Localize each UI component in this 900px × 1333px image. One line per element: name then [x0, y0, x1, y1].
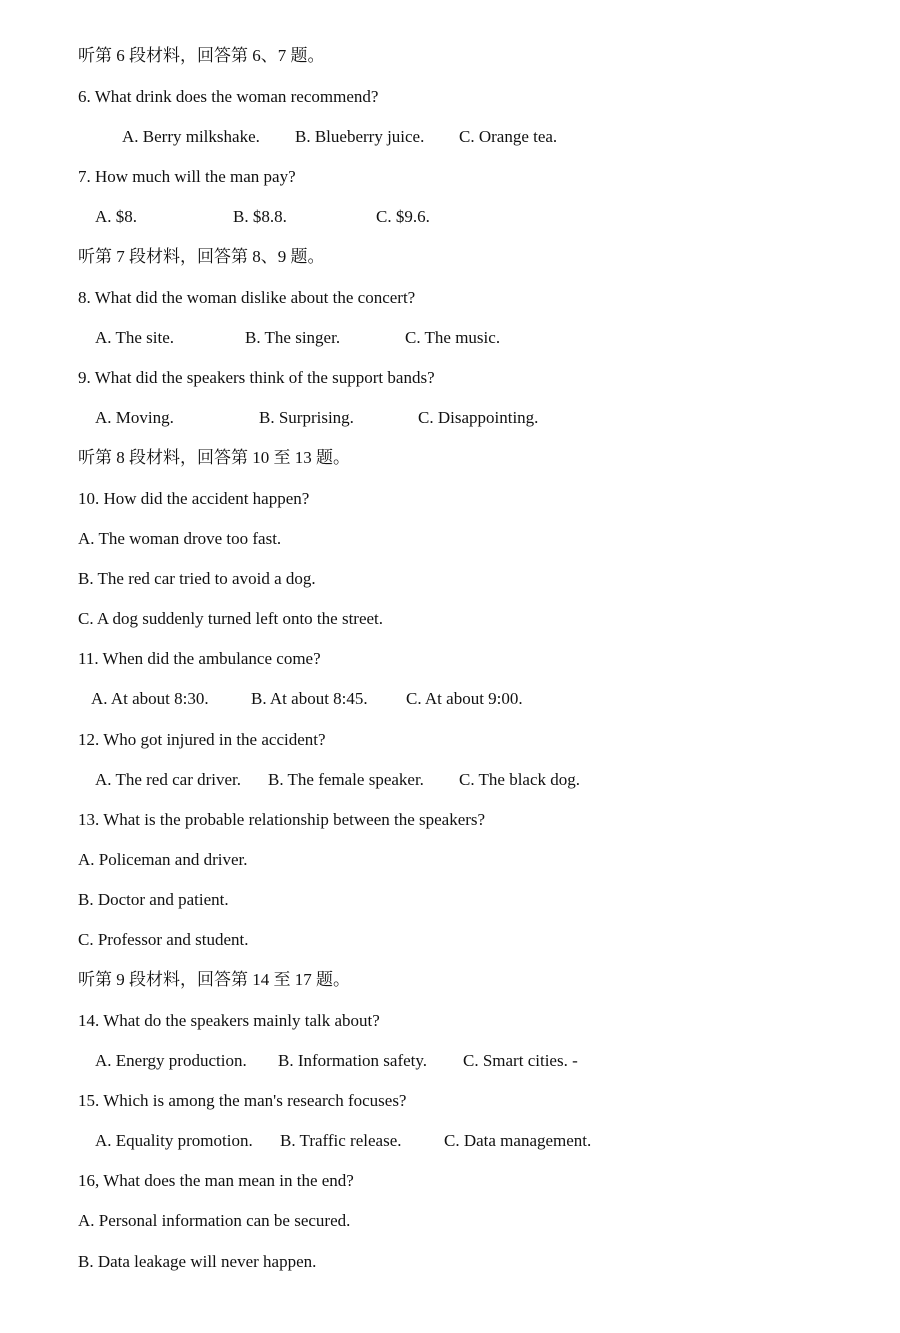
question-16-stem: 16, What does the man mean in the end? [78, 1171, 354, 1190]
question-11-stem: 11. When did the ambulance come? [78, 649, 321, 668]
question-10-option-a: A. The woman drove too fast. [78, 529, 282, 548]
question-8-option-b: B. The singer. [245, 328, 341, 347]
question-12-stem: 12. Who got injured in the accident? [78, 730, 326, 749]
question-6-option-c: C. Orange tea. [459, 127, 558, 146]
question-15-options [0, 1131, 900, 1151]
question-12-option-a: A. The red car driver. [95, 770, 242, 789]
question-7-option-c: C. $9.6. [376, 207, 430, 226]
question-9-option-b: B. Surprising. [259, 408, 354, 427]
question-8-option-a: A. The site. [95, 328, 175, 347]
question-11-option-c: C. At about 9:00. [406, 689, 523, 708]
question-7-option-b: B. $8.8. [233, 207, 287, 226]
section-8-heading: 听第 8 段材料，回答第 10 至 13 题。 [78, 448, 350, 467]
section-9-heading: 听第 9 段材料，回答第 14 至 17 题。 [78, 970, 350, 989]
question-8-stem: 8. What did the woman dislike about the concert? [78, 288, 416, 307]
section-6-heading: 听第 6 段材料，回答第 6、7 题。 [78, 46, 325, 65]
question-16-option-a: A. Personal information can be secured. [78, 1211, 351, 1230]
question-8-options [0, 328, 900, 348]
question-13-option-c: C. Professor and student. [78, 930, 249, 949]
question-14-option-b: B. Information safety. [278, 1051, 428, 1070]
question-8-option-c: C. The music. [405, 328, 501, 347]
question-13-stem: 13. What is the probable relationship between the speakers? [78, 810, 486, 829]
question-12-options [0, 770, 900, 790]
question-10-option-b: B. The red car tried to avoid a dog. [78, 569, 316, 588]
question-11-options [0, 689, 900, 709]
question-9-options [0, 408, 900, 428]
question-7-stem: 7. How much will the man pay? [78, 167, 296, 186]
question-6-option-b: B. Blueberry juice. [295, 127, 425, 146]
question-14-stem: 14. What do the speakers mainly talk about? [78, 1011, 380, 1030]
question-13-option-b: B. Doctor and patient. [78, 890, 229, 909]
question-15-option-a: A. Equality promotion. [95, 1131, 253, 1150]
question-14-option-a: A. Energy production. [95, 1051, 247, 1070]
question-11-option-a: A. At about 8:30. [91, 689, 209, 708]
question-6-options [0, 127, 900, 147]
question-9-option-a: A. Moving. [95, 408, 174, 427]
question-7-option-a: A. $8. [95, 207, 138, 226]
question-9-option-c: C. Disappointing. [418, 408, 539, 427]
question-15-option-c: C. Data management. [444, 1131, 592, 1150]
question-10-stem: 10. How did the accident happen? [78, 489, 310, 508]
question-16-option-b: B. Data leakage will never happen. [78, 1252, 317, 1271]
question-15-option-b: B. Traffic release. [280, 1131, 402, 1150]
question-11-option-b: B. At about 8:45. [251, 689, 368, 708]
section-7-heading: 听第 7 段材料，回答第 8、9 题。 [78, 247, 325, 266]
question-14-options [0, 1051, 900, 1071]
question-15-stem: 15. Which is among the man's research focuses? [78, 1091, 407, 1110]
question-12-option-c: C. The black dog. [459, 770, 581, 789]
question-12-option-b: B. The female speaker. [268, 770, 424, 789]
question-7-options [0, 207, 900, 227]
question-6-stem: 6. What drink does the woman recommend? [78, 87, 379, 106]
question-10-option-c: C. A dog suddenly turned left onto the street. [78, 609, 384, 628]
question-13-option-a: A. Policeman and driver. [78, 850, 248, 869]
question-6-option-a: A. Berry milkshake. [122, 127, 260, 146]
question-14-option-c: C. Smart cities. - [463, 1051, 578, 1070]
question-9-stem: 9. What did the speakers think of the support bands? [78, 368, 435, 387]
